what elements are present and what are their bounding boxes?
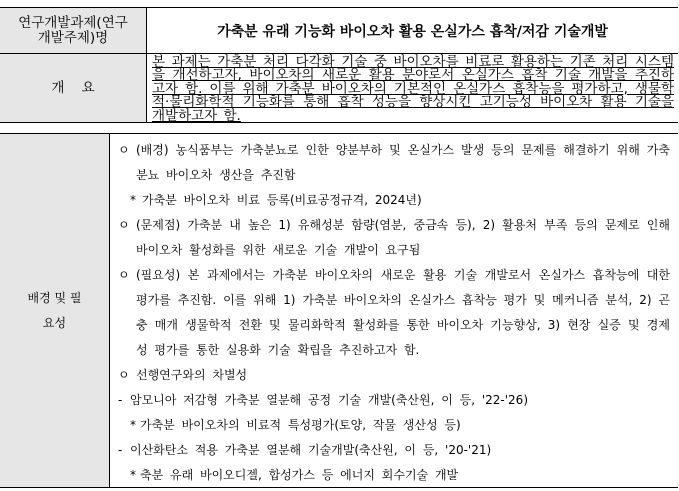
project-title-row bbox=[0, 8, 678, 54]
list-item-prior-study-1 bbox=[118, 388, 670, 413]
asterisk-bullet-icon: * bbox=[130, 193, 136, 207]
background-necessity-table bbox=[0, 133, 678, 488]
overview-label bbox=[0, 54, 146, 122]
project-title-label bbox=[0, 8, 146, 53]
item-text: 이산화탄소 적용 가축분 열분해 기술개발(축산원, 이 등, '20-'21) bbox=[130, 443, 492, 457]
item-text: (배경) 농식품부는 가축분뇨로 인한 양분부하 및 온실가스 발생 등의 문제를 해결하기 위해 가축분뇨 바이오차 생산을 추진함 bbox=[136, 143, 670, 182]
background-row bbox=[0, 134, 678, 487]
list-item-necessity bbox=[118, 263, 670, 363]
list-item-problem bbox=[118, 213, 670, 263]
circle-bullet-icon: ㅇ bbox=[118, 143, 130, 157]
item-text: (문제점) 가축분 내 높은 1) 유해성분 함량(염분, 중금속 등), 2) 활용처 부족 등의 문제로 인해 바이오차 활성화를 위한 새로운 기술 개발이 요구됨 bbox=[136, 218, 670, 257]
list-item-prior-study-1-note bbox=[118, 413, 670, 438]
list-item-note-registration bbox=[118, 188, 670, 213]
circle-bullet-icon: ㅇ bbox=[118, 268, 130, 282]
asterisk-bullet-icon: * bbox=[130, 468, 136, 482]
overview-value: 본 과제는 가축분 처리 다각화 기술 중 바이오차를 비료로 활용하는 기존 처리 시스템을 개선하고자, 바이오차의 새로운 활용 분야로서 온실가스 흡착 기술 개발을 추진하고자 함. 이를 위해 가축분 바이오차의 기본적인 온실가스 흡착능을 평가하고, 생물학적·물리화학적 기능화를 통해 흡착 성능을 향상시킨 고기능성 바이오차 활용 기술을 개발하고자 함. bbox=[146, 54, 678, 122]
background-content bbox=[109, 134, 678, 487]
project-summary-table bbox=[0, 7, 678, 123]
list-item-prior-study-2 bbox=[118, 438, 670, 463]
item-text: 가축분 바이오차의 비료적 특성평가(토양, 작물 생산성 등) bbox=[140, 418, 461, 432]
dash-bullet-icon: - bbox=[118, 443, 123, 457]
project-title-label-text: 연구개발과제(연구개발주제)명 bbox=[18, 14, 128, 46]
list-item-background bbox=[118, 138, 670, 188]
asterisk-bullet-icon: * bbox=[130, 418, 136, 432]
item-text: 선행연구와의 차별성 bbox=[136, 368, 248, 382]
list-item-differentiation bbox=[118, 363, 670, 388]
circle-bullet-icon: ㅇ bbox=[118, 368, 130, 382]
item-text: 가축분 바이오차 비료 등록(비료공정규격, 2024년) bbox=[142, 193, 422, 207]
overview-label-text: 개 요 bbox=[51, 79, 95, 96]
item-text: 축분 유래 바이오디젤, 합성가스 등 에너지 회수기술 개발 bbox=[140, 468, 459, 482]
item-text: 암모니아 저감형 가축분 열분해 공정 기술 개발(축산원, 이 등, '22-'26) bbox=[130, 393, 528, 407]
background-label bbox=[0, 134, 109, 487]
circle-bullet-icon: ㅇ bbox=[118, 218, 130, 232]
dash-bullet-icon: - bbox=[118, 393, 123, 407]
overview-row bbox=[0, 54, 678, 122]
background-label-text: 배경 및 필요성 bbox=[27, 290, 82, 330]
item-text: (필요성) 본 과제에서는 가축분 바이오차의 새로운 활용 기술 개발로서 온실가스 흡착능에 대한 평가를 추진함. 이를 위해 1) 가축분 바이오차의 온실가스 흡착능 평가 및 메커니즘 분석, 2) 곤충 매개 생물학적 전환 및 물리화학적 활성화를 통한 바이오차 기능향상, 3) 현장 실증 및 경제성 평가를 통한 실용화 기술 확립을 추진하고자 함. bbox=[136, 268, 670, 357]
list-item-prior-study-2-note bbox=[118, 463, 670, 488]
project-title-value: 가축분 유래 기능화 바이오차 활용 온실가스 흡착/저감 기술개발 bbox=[146, 8, 678, 53]
